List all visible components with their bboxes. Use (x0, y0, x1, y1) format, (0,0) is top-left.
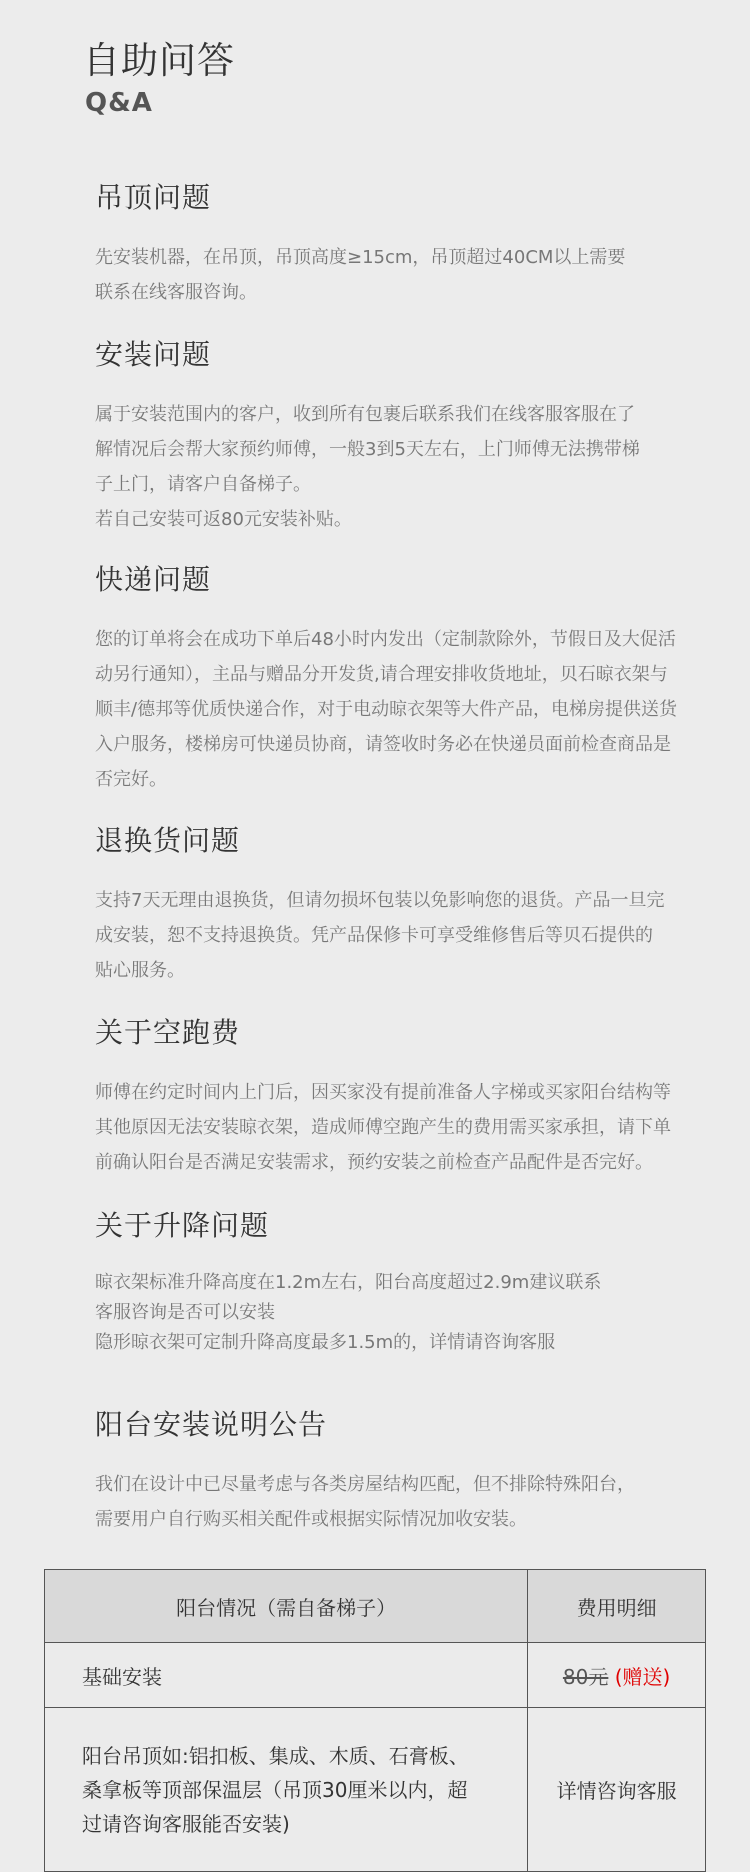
section-title: 快递问题 (95, 563, 212, 596)
situation-line: 过请咨询客服能否安装) (82, 1811, 290, 1836)
section-title: 阳台安装说明公告 (95, 1408, 328, 1441)
section-title: 退换货问题 (95, 824, 241, 857)
section-line: 解情况后会帮大家预约师傅，一般3到5天左右，上门师傅无法携带梯 (95, 439, 640, 460)
section-line: 支持7天无理由退换货，但请勿损坏包装以免影响您的退货。产品一旦完 (95, 890, 665, 911)
section-line: 隐形晾衣架可定制升降高度最多1.5m的，详情请咨询客服 (95, 1332, 556, 1353)
section-installation (95, 333, 705, 537)
section-line: 入户服务，楼梯房可快递员协商，请签收时务必在快递员面前检查商品是 (95, 734, 671, 755)
cell-price (528, 1643, 706, 1708)
page-title: 自助问答 (83, 39, 235, 82)
section-line: 客服咨询是否可以安装 (95, 1302, 275, 1323)
section-shipping (95, 558, 705, 797)
section-body (95, 1268, 705, 1358)
section-empty-trip-fee (95, 1011, 705, 1180)
table-row (45, 1708, 706, 1872)
fee-table-grid (44, 1569, 706, 1872)
cell-situation (45, 1708, 528, 1872)
section-line: 顺丰/德邦等优质快递合作，对于电动晾衣架等大件产品，电梯房提供送货 (95, 699, 678, 720)
table-header-row (45, 1570, 706, 1643)
section-line: 动另行通知），主品与赠品分开发货,请合理安排收货地址，贝石晾衣架与 (95, 664, 668, 685)
section-title: 安装问题 (95, 338, 212, 371)
section-line: 晾衣架标准升降高度在1.2m左右，阳台高度超过2.9m建议联系 (95, 1272, 602, 1293)
fee-table (44, 1569, 706, 1872)
section-line: 其他原因无法安装晾衣架，造成师傅空跑产生的费用需买家承担，请下单 (95, 1117, 671, 1138)
cell-situation: 基础安装 (45, 1643, 528, 1708)
section-line: 先安装机器，在吊顶，吊顶高度≥15cm，吊顶超过40CM以上需要 (95, 247, 626, 268)
section-line: 我们在设计中已尽量考虑与各类房屋结构匹配，但不排除特殊阳台， (95, 1474, 635, 1495)
original-price: 80元 (562, 1664, 609, 1689)
section-line: 若自己安装可返80元安装补贴。 (95, 509, 352, 530)
table-row (45, 1643, 706, 1708)
section-lifting (95, 1204, 705, 1358)
situation-line: 桑拿板等顶部保温层（吊顶30厘米以内，超 (82, 1777, 468, 1802)
section-line: 子上门，请客户自备梯子。 (95, 474, 311, 495)
section-title: 关于升降问题 (95, 1209, 270, 1242)
cell-price: 详情咨询客服 (528, 1708, 706, 1872)
section-body (95, 240, 705, 310)
section-body (95, 883, 705, 988)
section-returns (95, 819, 705, 988)
section-body (95, 397, 705, 537)
page-subtitle: Q&A (85, 88, 153, 118)
section-body (95, 1467, 705, 1537)
section-line: 联系在线客服咨询。 (95, 282, 257, 303)
section-title: 关于空跑费 (95, 1016, 241, 1049)
header-situation: 阳台情况（需自备梯子） (45, 1570, 528, 1643)
section-line: 您的订单将会在成功下单后48小时内发出（定制款除外，节假日及大促活 (95, 629, 676, 650)
situation-line: 阳台吊顶如:铝扣板、集成、木质、石膏板、 (82, 1743, 469, 1768)
section-title: 吊顶问题 (95, 181, 212, 214)
section-line: 属于安装范围内的客户，收到所有包裹后联系我们在线客服客服在了 (95, 404, 635, 425)
section-balcony-notice (95, 1403, 705, 1537)
section-line: 师傅在约定时间内上门后，因买家没有提前准备人字梯或买家阳台结构等 (95, 1082, 671, 1103)
section-body (95, 622, 705, 797)
section-line: 贴心服务。 (95, 960, 185, 981)
section-ceiling (95, 176, 705, 310)
section-line: 成安装，恕不支持退换货。凭产品保修卡可享受维修售后等贝石提供的 (95, 925, 653, 946)
gift-badge: (赠送) (614, 1664, 671, 1689)
section-line: 需要用户自行购买相关配件或根据实际情况加收安装。 (95, 1509, 527, 1530)
section-line: 否完好。 (95, 769, 167, 790)
header-fee-detail: 费用明细 (528, 1570, 706, 1643)
section-line: 前确认阳台是否满足安装需求，预约安装之前检查产品配件是否完好。 (95, 1152, 653, 1173)
section-body (95, 1075, 705, 1180)
